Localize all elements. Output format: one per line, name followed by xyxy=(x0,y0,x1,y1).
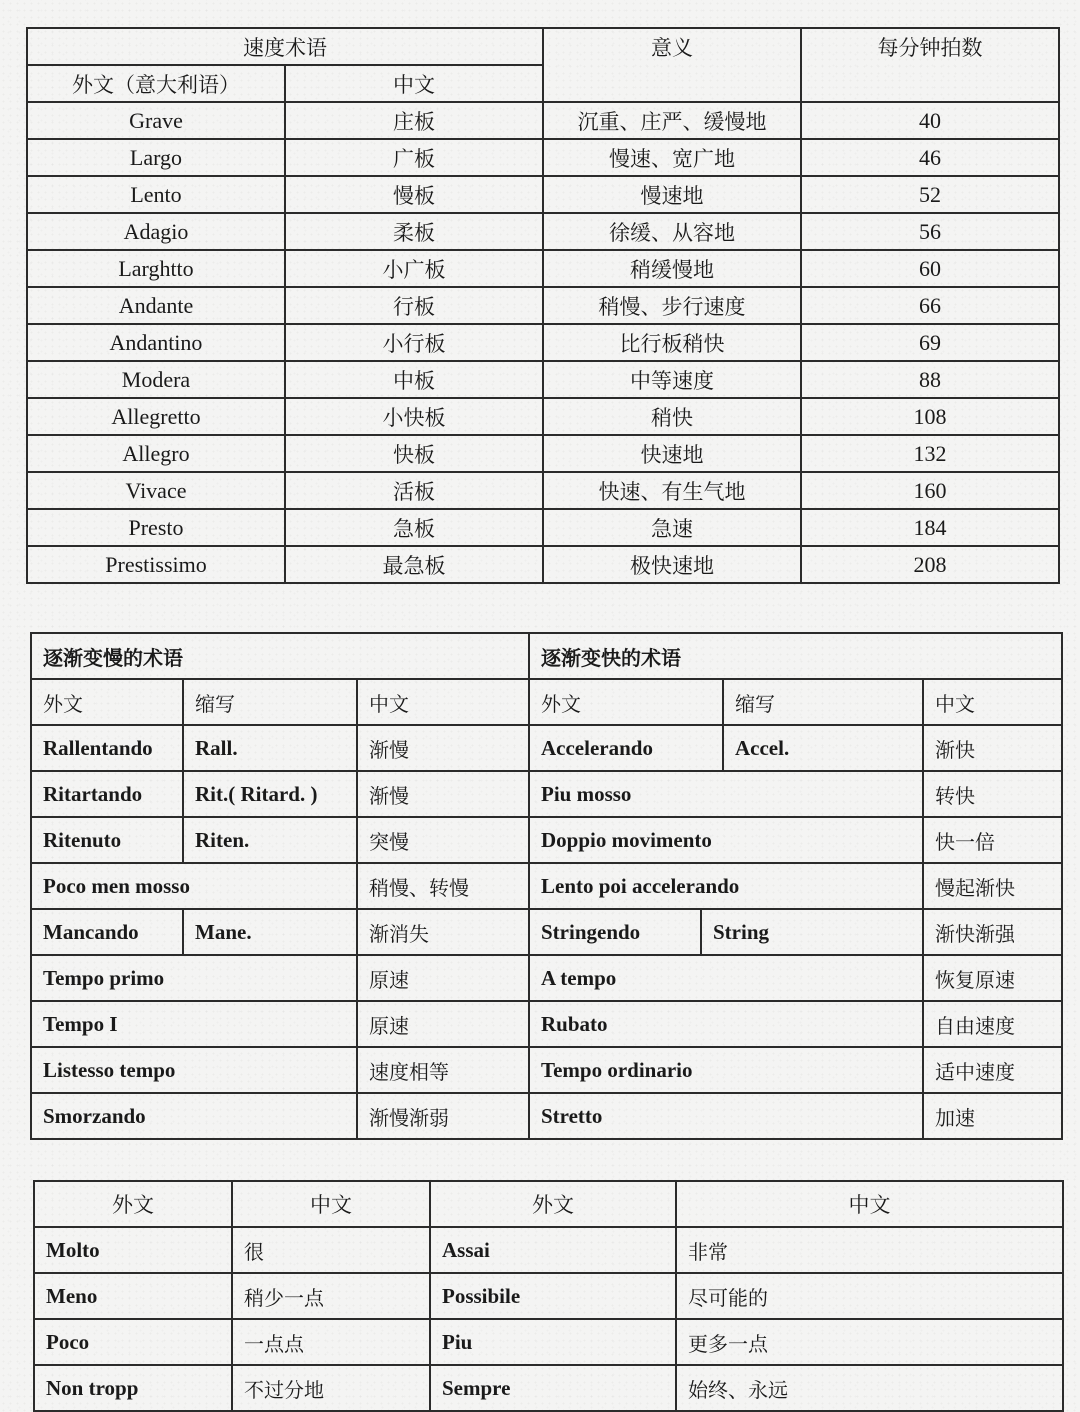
table-row xyxy=(31,1047,1062,1093)
cell-term: Non tropp xyxy=(34,1365,232,1411)
term-mancando: Mancando xyxy=(31,909,183,955)
cell-term: Possibile xyxy=(430,1273,676,1319)
cell-chinese: 一点点 xyxy=(232,1319,430,1365)
cell-bpm: 52 xyxy=(801,176,1059,213)
term-tempo-ordinario: Tempo ordinario xyxy=(529,1047,923,1093)
meaning-poco-men-mosso: 稍慢、转慢 xyxy=(357,863,529,909)
table-row xyxy=(27,102,1059,139)
cell-chinese: 更多一点 xyxy=(676,1319,1063,1365)
table-row xyxy=(34,1365,1063,1411)
cell-chinese: 广板 xyxy=(285,139,543,176)
term-poco-men-mosso: Poco men mosso xyxy=(31,863,357,909)
cell-chinese: 急板 xyxy=(285,509,543,546)
col-chinese: 中文 xyxy=(232,1181,430,1227)
table-row xyxy=(31,863,1062,909)
cell-italian: Allegro xyxy=(27,435,285,472)
slow-terms-title: 逐渐变慢的术语 xyxy=(31,633,529,679)
abbr-string: String xyxy=(701,909,923,955)
cell-bpm: 60 xyxy=(801,250,1059,287)
cell-meaning: 急速 xyxy=(543,509,801,546)
term-piu-mosso: Piu mosso xyxy=(529,771,923,817)
meaning-stringendo: 渐快渐强 xyxy=(923,909,1062,955)
cell-meaning: 比行板稍快 xyxy=(543,324,801,361)
table-row xyxy=(34,1227,1063,1273)
table-row xyxy=(27,546,1059,583)
cell-chinese: 非常 xyxy=(676,1227,1063,1273)
cell-italian: Grave xyxy=(27,102,285,139)
table-row xyxy=(27,472,1059,509)
term-accelerando: Accelerando xyxy=(529,725,723,771)
table-header-row xyxy=(34,1181,1063,1227)
cell-italian: Larghtto xyxy=(27,250,285,287)
cell-meaning: 稍快 xyxy=(543,398,801,435)
cell-bpm: 160 xyxy=(801,472,1059,509)
cell-bpm: 40 xyxy=(801,102,1059,139)
table-row xyxy=(27,176,1059,213)
col-abbr: 缩写 xyxy=(723,679,923,725)
meaning-doppio-movimento: 快一倍 xyxy=(923,817,1062,863)
cell-chinese: 不过分地 xyxy=(232,1365,430,1411)
col-abbr: 缩写 xyxy=(183,679,357,725)
meaning-ritartando: 渐慢 xyxy=(357,771,529,817)
col-chinese: 中文 xyxy=(676,1181,1063,1227)
table-row xyxy=(27,361,1059,398)
cell-bpm: 88 xyxy=(801,361,1059,398)
cell-chinese: 小快板 xyxy=(285,398,543,435)
cell-meaning: 沉重、庄严、缓慢地 xyxy=(543,102,801,139)
term-ritartando: Ritartando xyxy=(31,771,183,817)
table-row xyxy=(27,398,1059,435)
term-ritenuto: Ritenuto xyxy=(31,817,183,863)
abbr-rit: Rit.( Ritard. ) xyxy=(183,771,357,817)
cell-term: Sempre xyxy=(430,1365,676,1411)
col-chinese: 中文 xyxy=(357,679,529,725)
meaning-rubato: 自由速度 xyxy=(923,1001,1062,1047)
cell-chinese: 中板 xyxy=(285,361,543,398)
cell-chinese: 柔板 xyxy=(285,213,543,250)
cell-term: Meno xyxy=(34,1273,232,1319)
cell-meaning: 稍慢、步行速度 xyxy=(543,287,801,324)
cell-chinese: 始终、永远 xyxy=(676,1365,1063,1411)
cell-chinese: 小行板 xyxy=(285,324,543,361)
table-row xyxy=(27,250,1059,287)
cell-meaning: 极快速地 xyxy=(543,546,801,583)
col-foreign: 外文 xyxy=(529,679,723,725)
cell-italian: Adagio xyxy=(27,213,285,250)
section-header-row xyxy=(31,633,1062,679)
abbr-accel: Accel. xyxy=(723,725,923,771)
term-rallentando: Rallentando xyxy=(31,725,183,771)
cell-chinese: 很 xyxy=(232,1227,430,1273)
cell-chinese: 尽可能的 xyxy=(676,1273,1063,1319)
meaning-accelerando: 渐快 xyxy=(923,725,1062,771)
table-row xyxy=(27,139,1059,176)
cell-italian: Andantino xyxy=(27,324,285,361)
table-row xyxy=(31,1093,1062,1139)
col-foreign: 外文 xyxy=(430,1181,676,1227)
term-stringendo: Stringendo xyxy=(529,909,701,955)
cell-chinese: 最急板 xyxy=(285,546,543,583)
term-tempo-primo: Tempo primo xyxy=(31,955,357,1001)
cell-bpm: 69 xyxy=(801,324,1059,361)
meaning-stretto: 加速 xyxy=(923,1093,1062,1139)
col-chinese: 中文 xyxy=(923,679,1062,725)
term-tempo-i: Tempo I xyxy=(31,1001,357,1047)
meaning-a-tempo: 恢复原速 xyxy=(923,955,1062,1001)
column-header-row xyxy=(31,679,1062,725)
meaning-mancando: 渐消失 xyxy=(357,909,529,955)
term-listesso-tempo: Listesso tempo xyxy=(31,1047,357,1093)
cell-chinese: 小广板 xyxy=(285,250,543,287)
cell-chinese: 快板 xyxy=(285,435,543,472)
table-row xyxy=(34,1273,1063,1319)
fast-terms-title: 逐渐变快的术语 xyxy=(529,633,1062,679)
cell-bpm: 184 xyxy=(801,509,1059,546)
cell-bpm: 66 xyxy=(801,287,1059,324)
cell-chinese: 活板 xyxy=(285,472,543,509)
cell-term: Molto xyxy=(34,1227,232,1273)
table-row xyxy=(31,909,1062,955)
tempo-change-table xyxy=(30,632,1063,1140)
meaning-rallentando: 渐慢 xyxy=(357,725,529,771)
col-foreign: 外文 xyxy=(34,1181,232,1227)
cell-meaning: 快速、有生气地 xyxy=(543,472,801,509)
cell-meaning: 慢速地 xyxy=(543,176,801,213)
meaning-lento-poi-accelerando: 慢起渐快 xyxy=(923,863,1062,909)
table-row xyxy=(27,324,1059,361)
col-foreign: 外文 xyxy=(31,679,183,725)
cell-italian: Largo xyxy=(27,139,285,176)
table-header-row xyxy=(27,28,1059,65)
term-rubato: Rubato xyxy=(529,1001,923,1047)
modifier-terms-table xyxy=(33,1180,1064,1412)
cell-chinese: 慢板 xyxy=(285,176,543,213)
cell-bpm: 56 xyxy=(801,213,1059,250)
meaning-listesso-tempo: 速度相等 xyxy=(357,1047,529,1093)
meaning-tempo-ordinario: 适中速度 xyxy=(923,1047,1062,1093)
cell-meaning: 中等速度 xyxy=(543,361,801,398)
meaning-piu-mosso: 转快 xyxy=(923,771,1062,817)
cell-chinese: 行板 xyxy=(285,287,543,324)
table-row xyxy=(34,1319,1063,1365)
term-stretto: Stretto xyxy=(529,1093,923,1139)
meaning-tempo-primo: 原速 xyxy=(357,955,529,1001)
table-row xyxy=(31,771,1062,817)
meaning-ritenuto: 突慢 xyxy=(357,817,529,863)
abbr-rall: Rall. xyxy=(183,725,357,771)
cell-meaning: 徐缓、从容地 xyxy=(543,213,801,250)
table-row xyxy=(27,509,1059,546)
table-row xyxy=(31,1001,1062,1047)
cell-chinese: 稍少一点 xyxy=(232,1273,430,1319)
cell-italian: Andante xyxy=(27,287,285,324)
table-row xyxy=(27,287,1059,324)
meaning-tempo-i: 原速 xyxy=(357,1001,529,1047)
cell-italian: Modera xyxy=(27,361,285,398)
term-doppio-movimento: Doppio movimento xyxy=(529,817,923,863)
header-bpm: 每分钟拍数 xyxy=(801,28,1059,102)
cell-bpm: 208 xyxy=(801,546,1059,583)
table-row xyxy=(27,213,1059,250)
cell-chinese: 庄板 xyxy=(285,102,543,139)
cell-italian: Presto xyxy=(27,509,285,546)
cell-meaning: 快速地 xyxy=(543,435,801,472)
abbr-mane: Mane. xyxy=(183,909,357,955)
term-lento-poi-accelerando: Lento poi accelerando xyxy=(529,863,923,909)
meaning-smorzando: 渐慢渐弱 xyxy=(357,1093,529,1139)
header-chinese: 中文 xyxy=(285,65,543,102)
tempo-terms-table xyxy=(26,27,1060,584)
header-foreign-italian: 外文（意大利语） xyxy=(27,65,285,102)
cell-meaning: 稍缓慢地 xyxy=(543,250,801,287)
cell-term: Poco xyxy=(34,1319,232,1365)
term-smorzando: Smorzando xyxy=(31,1093,357,1139)
abbr-riten: Riten. xyxy=(183,817,357,863)
cell-italian: Prestissimo xyxy=(27,546,285,583)
cell-meaning: 慢速、宽广地 xyxy=(543,139,801,176)
cell-italian: Vivace xyxy=(27,472,285,509)
cell-italian: Allegretto xyxy=(27,398,285,435)
table-row xyxy=(31,955,1062,1001)
cell-bpm: 108 xyxy=(801,398,1059,435)
cell-term: Assai xyxy=(430,1227,676,1273)
header-meaning: 意义 xyxy=(543,28,801,102)
cell-italian: Lento xyxy=(27,176,285,213)
header-tempo-term: 速度术语 xyxy=(27,28,543,65)
term-a-tempo: A tempo xyxy=(529,955,923,1001)
cell-term: Piu xyxy=(430,1319,676,1365)
cell-bpm: 46 xyxy=(801,139,1059,176)
cell-bpm: 132 xyxy=(801,435,1059,472)
table-row xyxy=(31,817,1062,863)
table-row xyxy=(31,725,1062,771)
table-row xyxy=(27,435,1059,472)
